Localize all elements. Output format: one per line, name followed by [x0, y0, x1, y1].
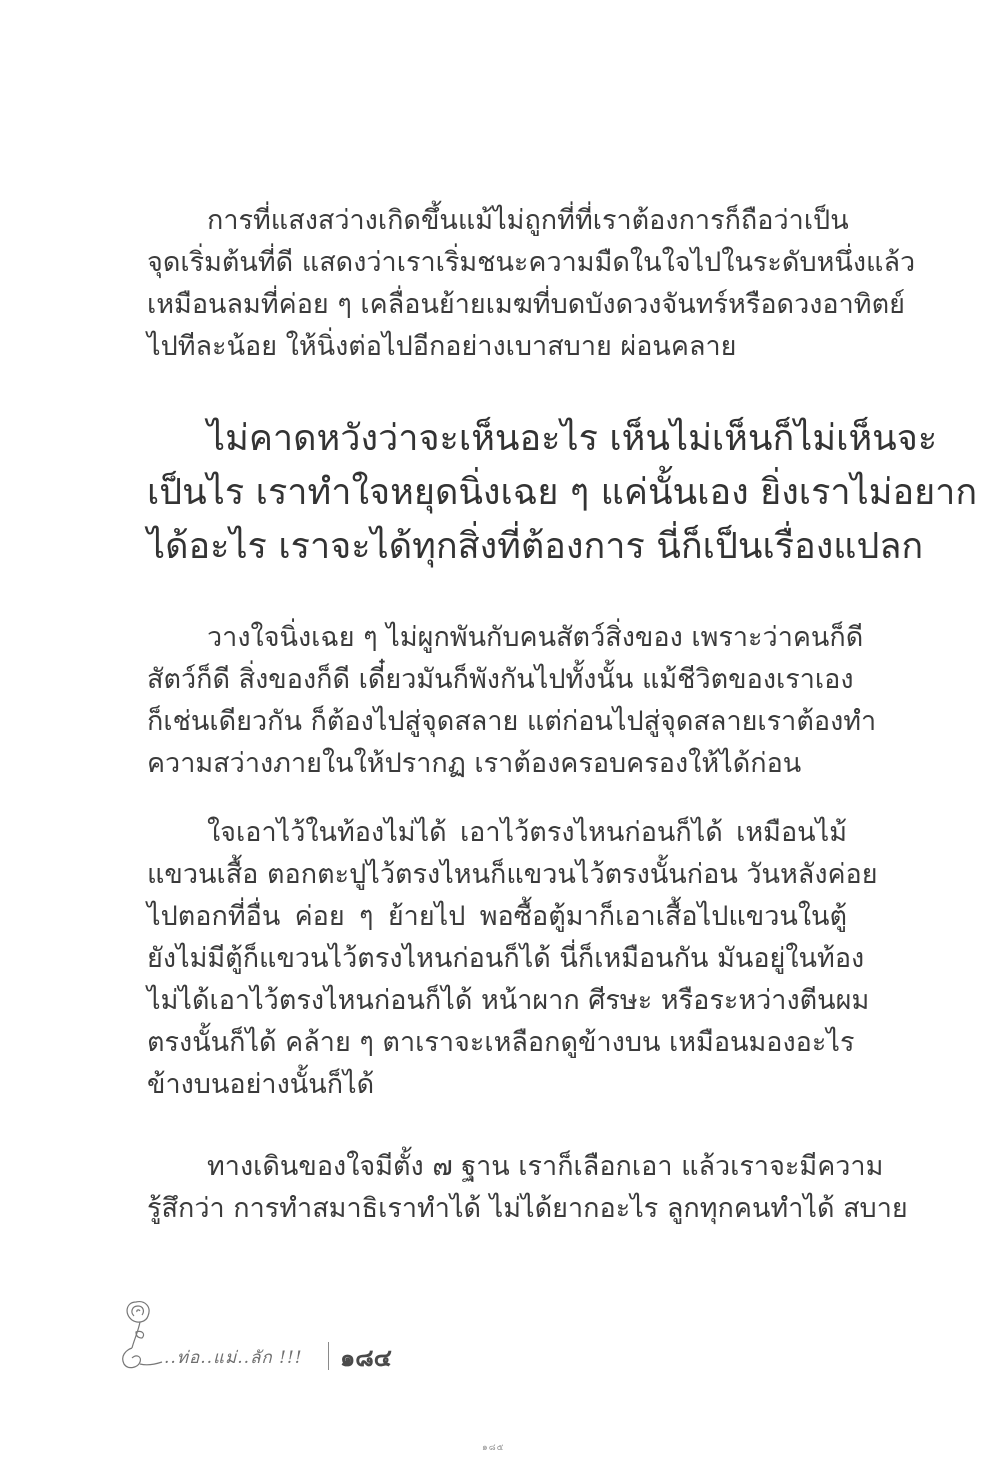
paragraph-line: ไปตอกที่อื่น ค่อย ๆ ย้ายไป พอซื้อตู้มาก็เอาเสื้อไปแขวนในตู้ — [147, 901, 847, 932]
page-number: ๑๘๔ — [340, 1344, 392, 1372]
paragraph-line: ไม่ได้เอาไว้ตรงไหนก่อนก็ได้ หน้าผาก ศีรษะ หรือระหว่างตีนผม — [147, 985, 870, 1016]
rose-icon — [112, 1292, 172, 1382]
paragraph-line: ทางเดินของใจมีตั้ง ๗ ฐาน เราก็เลือกเอา แล้วเราจะมีความ — [207, 1151, 884, 1182]
paragraph-line: สัตว์ก็ดี สิ่งของก็ดี เดี๋ยวมันก็พังกันไปทั้งนั้น แม้ชีวิตของเราเอง — [147, 664, 854, 695]
paragraph-line: แขวนเสื้อ ตอกตะปูไว้ตรงไหนก็แขวนไว้ตรงนั้นก่อน วันหลังค่อย — [147, 859, 878, 890]
paragraph-line: ข้างบนอย่างนั้นก็ได้ — [147, 1069, 375, 1100]
paragraph-line: การที่แสงสว่างเกิดขึ้นแม้ไม่ถูกที่ที่เราต้องการก็ถือว่าเป็น — [207, 205, 849, 236]
paragraph-2 — [147, 617, 877, 785]
paragraph-line: ก็เช่นเดียวกัน ก็ต้องไปสู่จุดสลาย แต่ก่อนไปสู่จุดสลายเราต้องทำ — [147, 706, 877, 737]
quote-line: ไม่คาดหวังว่าจะเห็นอะไร เห็นไม่เห็นก็ไม่เห็นจะ — [207, 418, 938, 459]
paragraph-3 — [147, 812, 878, 1106]
paragraph-line: ความสว่างภายในให้ปรากฏ เราต้องครอบครองให้ได้ก่อน — [147, 748, 802, 779]
page-footer — [112, 1292, 432, 1382]
paragraph-line: ใจเอาไว้ในท้องไม่ได้ เอาไว้ตรงไหนก่อนก็ได้ เหมือนไม้ — [207, 817, 847, 848]
paragraph-line: รู้สึกว่า การทำสมาธิเราทำได้ ไม่ได้ยากอะไร ลูกทุกคนทำได้ สบาย — [147, 1193, 908, 1224]
paragraph-line: จุดเริ่มต้นที่ดี แสดงว่าเราเริ่มชนะความมืดในใจไปในระดับหนึ่งแล้ว — [147, 247, 916, 278]
paragraph-line: ตรงนั้นก็ได้ คล้าย ๆ ตาเราจะเหลือกดูข้างบน เหมือนมองอะไร — [147, 1027, 855, 1058]
paragraph-4 — [147, 1146, 908, 1230]
bottom-mark: ๑๘๕ — [482, 1443, 505, 1453]
quote-line: ได้อะไร เราจะได้ทุกสิ่งที่ต้องการ นี่ก็เป็นเรื่องแปลก — [147, 526, 924, 567]
paragraph-line: วางใจนิ่งเฉย ๆ ไม่ผูกพันกับคนสัตว์สิ่งของ เพราะว่าคนก็ดี — [207, 622, 864, 653]
footer-divider — [328, 1342, 329, 1370]
paragraph-line: ยังไม่มีตู้ก็แขวนไว้ตรงไหนก่อนก็ได้ นี่ก็เหมือนกัน มันอยู่ในท้อง — [147, 943, 865, 974]
paragraph-line: ไปทีละน้อย ให้นิ่งต่อไปอีกอย่างเบาสบาย ผ่อนคลาย — [147, 331, 737, 362]
paragraph-line: เหมือนลมที่ค่อย ๆ เคลื่อนย้ายเมฆที่บดบังดวงจันทร์หรือดวงอาทิตย์ — [147, 289, 905, 320]
book-title: ..ท่อ..แม่..ลัก !!! — [164, 1348, 303, 1368]
quote-line: เป็นไร เราทำใจหยุดนิ่งเฉย ๆ แค่นั้นเอง ยิ่งเราไม่อยาก — [147, 472, 978, 513]
highlight-quote — [147, 412, 978, 574]
paragraph-1 — [147, 200, 916, 368]
